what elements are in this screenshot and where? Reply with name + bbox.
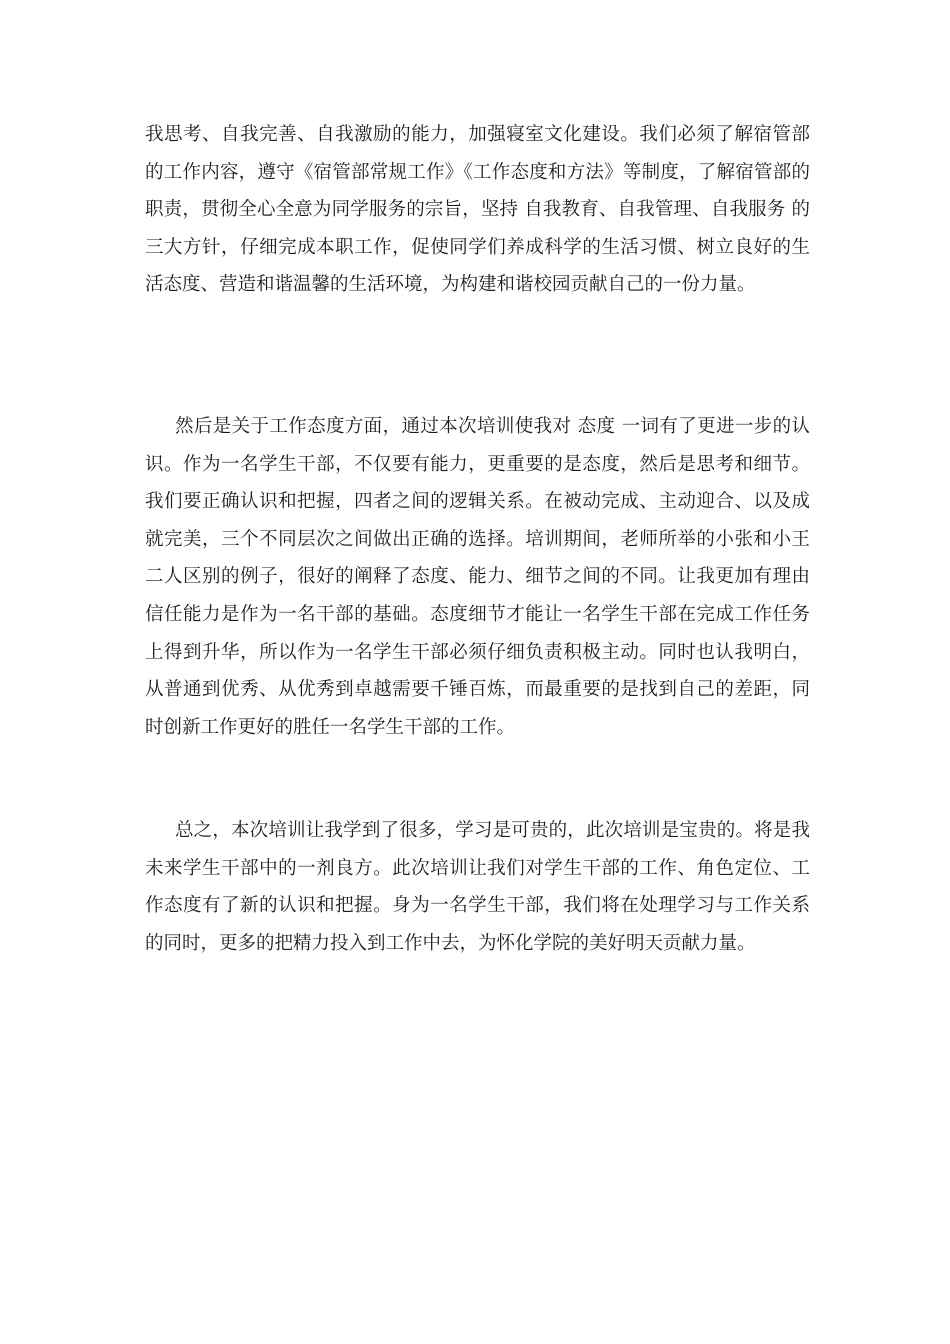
paragraph-conclusion: 总之，本次培训让我学到了很多，学习是可贵的，此次培训是宝贵的。将是我未来学生干部中的一剂良方。此次培训让我们对学生干部的工作、角色定位、工作态度有了新的认识和把握。身为一名学生干部，我们将在处理学习与工作关系的同时，更多的把精力投入到工作中去，为怀化学院的美好明天贡献力量。 (145, 820, 810, 954)
paragraph-work-attitude: 然后是关于工作态度方面，通过本次培训使我对 态度 一词有了更进一步的认识。作为一名学生干部，不仅要有能力，更重要的是态度，然后是思考和细节。我们要正确认识和把握，四者之间的逻辑关系。在被动完成、主动迎合、以及成就完美，三个不同层次之间做出正确的选择。培训期间，老师所举的小张和小王二人区别的例子，很好的阐释了态度、能力、细节之间的不同。让我更加有理由信任能力是作为一名干部的基础。态度细节才能让一名学生干部在完成工作任务上得到升华，所以作为一名学生干部必须仔细负责积极主动。同时也认我明白，从普通到优秀、从优秀到卓越需要千锤百炼，而最重要的是找到自己的差距，同时创新工作更好的胜任一名学生干部的工作。 (145, 416, 810, 738)
paragraph-dormitory-management: 我思考、自我完善、自我激励的能力，加强寝室文化建设。我们必须了解宿管部的工作内容，遵守《宿管部常规工作》《工作态度和方法》等制度，了解宿管部的职责，贯彻全心全意为同学服务的宗旨，坚持 自我教育、自我管理、自我服务 的三大方针，仔细完成本职工作，促使同学们养成科学的生活习惯、树立良好的生活态度、营造和谐温馨的生活环境，为构建和谐校园贡献自己的一份力量。 (145, 124, 810, 296)
